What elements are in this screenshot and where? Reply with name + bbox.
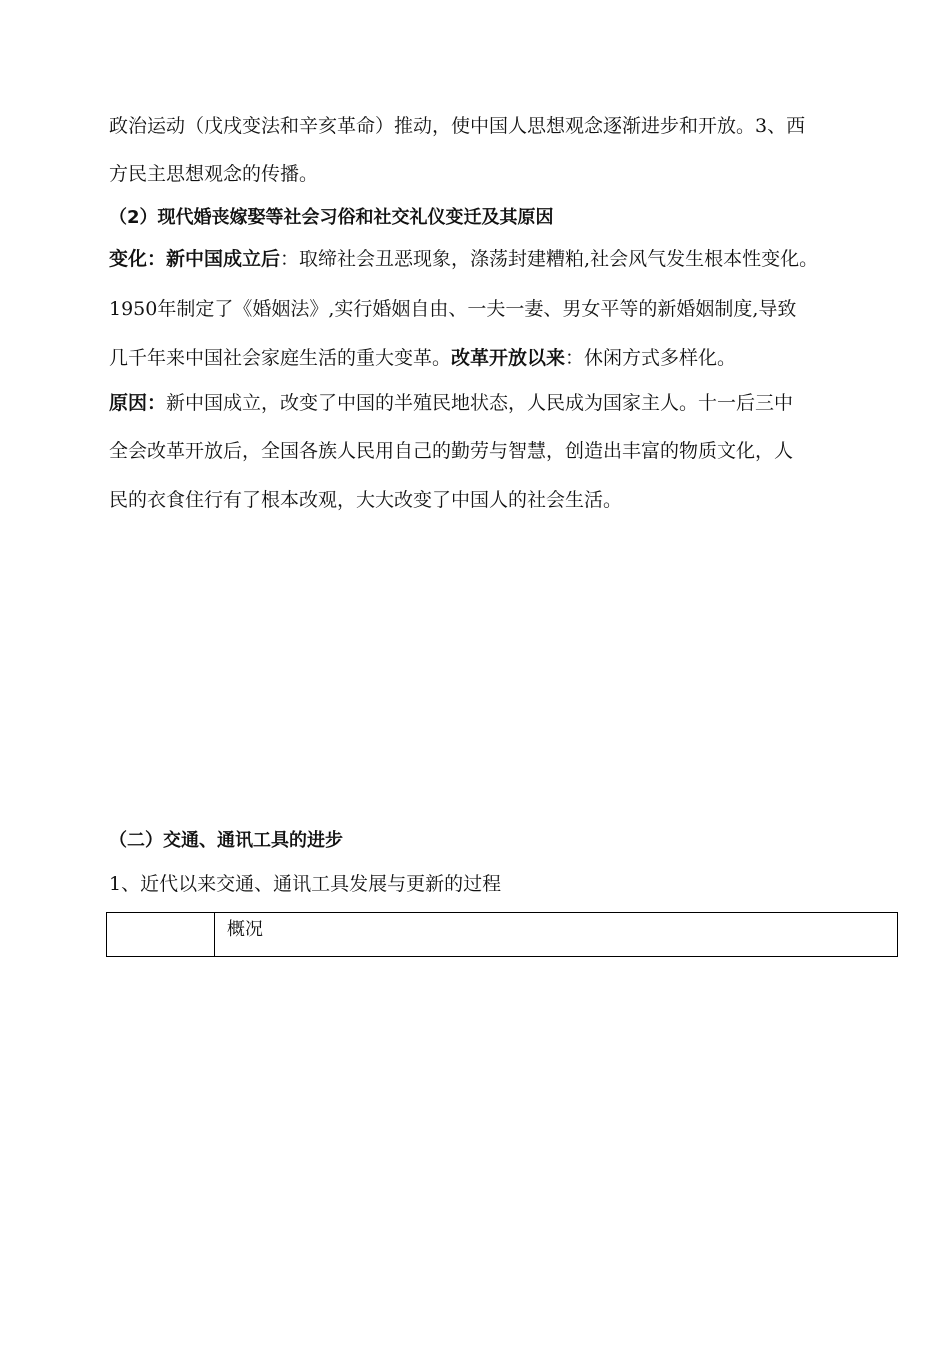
reform-text: ：休闲方式多样化。 <box>565 347 737 369</box>
change-sub-label: 新中国成立后 <box>166 248 281 270</box>
paragraph-line: 民的衣食住行有了根本改观，大大改变了中国人的社会生活。 <box>109 489 623 511</box>
change-text: 几千年来中国社会家庭生活的重大变革。 <box>109 347 452 369</box>
change-paragraph-line <box>109 246 818 272</box>
paragraph-line <box>109 345 736 371</box>
reason-text: 新中国成立，改变了中国的半殖民地状态，人民成为国家主人。十一后三中 <box>166 392 794 414</box>
reason-label: 原因： <box>109 392 167 414</box>
change-text: ：取缔社会丑恶现象，涤荡封建糟粕,社会风气发生根本性变化。 <box>280 248 819 270</box>
process-table <box>106 912 898 957</box>
paragraph-line: 全会改革开放后，全国各族人民用自己的勤劳与智慧，创造出丰富的物质文化，人 <box>109 440 794 462</box>
table-cell-empty <box>107 913 215 956</box>
change-label: 变化： <box>109 248 167 270</box>
table-header-overview: 概况 <box>227 919 263 940</box>
reform-label: 改革开放以来 <box>451 347 566 369</box>
paragraph-line: 政治运动（戊戌变法和辛亥革命）推动，使中国人思想观念逐渐进步和开放。3、西 <box>109 115 806 137</box>
paragraph-line: 方民主思想观念的传播。 <box>109 163 319 185</box>
section-heading: （二）交通、通讯工具的进步 <box>109 830 343 851</box>
section-heading: （2）现代婚丧嫁娶等社会习俗和社交礼仪变迁及其原因 <box>109 207 554 228</box>
reason-paragraph-line <box>109 390 793 416</box>
subheading: 1、近代以来交通、通讯工具发展与更新的过程 <box>109 873 502 895</box>
paragraph-line: 1950年制定了《婚姻法》,实行婚姻自由、一夫一妻、男女平等的新婚姻制度,导致 <box>109 298 797 320</box>
